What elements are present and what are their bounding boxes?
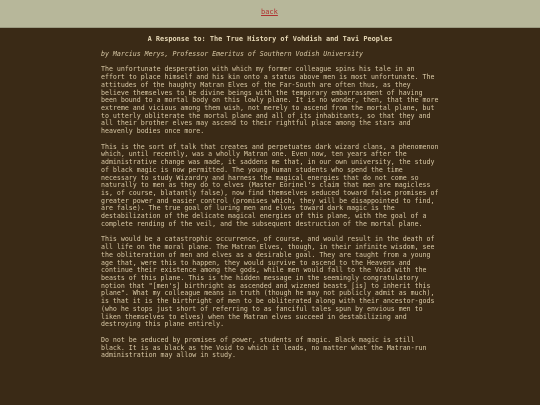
article-byline: by Marcius Merys, Professor Emeritus of Southern Vodish University [101, 49, 364, 58]
back-link[interactable]: back [261, 8, 278, 16]
article-paragraph: The unfortunate desperation with which my former colleague spins his tale in an effort to place himself and his kin onto a status above men is most unfortunate. The attitudes of the haughty Matran Elves of the Far-South are often thus, as they believe themselves to be divine beings with the temporary embarrassment of having been bound to a mortal body on this lowly plane. It is no wonder, then, that the more extreme and vicious among them wish, not merely to ascend from the mortal plane, but to utterly obliterate the mortal plane and all of its inhabitants, so that they and all their brother elves may ascend to their rightful place among the stars and heavenly bodies once more. [101, 65, 439, 136]
article-paragraph: Do not be seduced by promises of power, students of magic. Black magic is still black. It is as black as the Void to which it leads, no matter what the Matran-run administration may allow in study. [101, 335, 427, 360]
article-title: A Response to: The True History of Vohdish and Tavi Peoples [147, 35, 393, 43]
article-paragraph: This is the sort of talk that creates and perpetuates dark wizard clans, a phenomenon which, until recently, was a wholly Matran one. Even now, ten years after the administrative change was made, it saddens me that, in our own university, the study of black magic is now permitted. The young human students who spend the time necessary to study Wizardry and harness the magical energies that do not come so naturally to men as they do to elves (Master Eorinel's claim that men are magicless is, of course, blatantly false), now find themselves seduced toward false promises of greater power and easier control (promises which, they will be disappointed to find, are false). The true goal of luring men and elves toward dark magic is the destabilization of the delicate magical energies of this plane, with the goal of a complete rending of the veil, and the subsequent destruction of the mortal plane. [101, 142, 439, 228]
article-paragraph: This would be a catastrophic occurrence, of course, and would result in the death of all life on the moral plane. The Matran Elves, though, in their infinite wisdom, see the obliteration of men and elves as a desirable goal. They are taught from a young age that, were this to happen, they would survive to ascend to the Heavens and continue their existence among the gods, while men would fall to the Void with the beasts of this plane. This is the hidden message in the seemingly congratulatory notion that "[men's] birthright as ascended and wizened beasts [is] to inherit this plane". What my colleague means in truth (though he may not publicly admit as much), is that it is the birthright of men to be obliterated along with their ancestor-gods (who he stops just short of referring to as fanciful tales spun by envious men to liken themselves to elves) when the Matran elves succeed in destabilizing and destroying this plane entirely. [101, 235, 435, 329]
article [101, 36, 439, 368]
top-bar [0, 0, 540, 28]
